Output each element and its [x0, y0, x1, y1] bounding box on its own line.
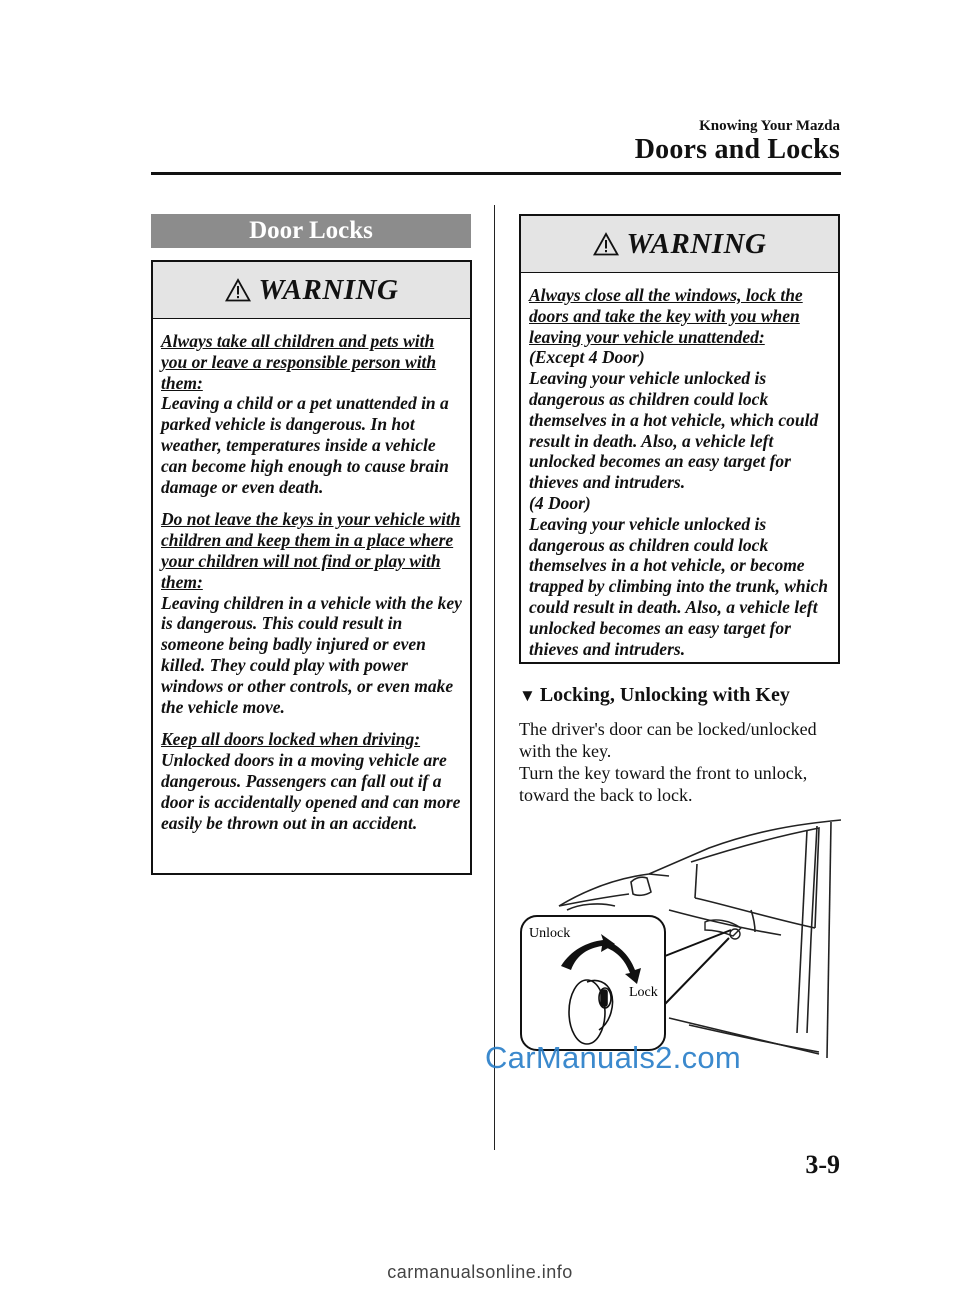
warning-title: WARNING — [626, 227, 767, 260]
warning-block-text: Unlocked doors in a moving vehicle are dangerous. Passengers can fall out if a door is accidentally opened and can more easily be thrown out in an accident. — [161, 750, 461, 833]
warning-block-text: Leaving a child or a pet unattended in a parked vehicle is dangerous. In hot weather, temperatures inside a vehicle can become high enough to cause brain damage or even death. — [161, 393, 449, 497]
body-paragraph: Turn the key toward the front to unlock, toward the back to lock. — [519, 763, 808, 805]
warning-box-children — [151, 260, 472, 875]
warning-label-except-4-door: (Except 4 Door) — [529, 347, 645, 368]
header-rule — [151, 172, 841, 175]
warning-label-4-door: (4 Door) — [529, 492, 591, 513]
warning-header — [521, 216, 838, 273]
warning-block-heading: Do not leave the keys in your vehicle with children and keep them in a place where your children will not find or play with them: — [161, 509, 461, 592]
warning-text-4-door: Leaving your vehicle unlocked is dangerous as children could lock themselves in a hot vehicle, or become trapped by climbing into the trunk, which could result in death. Also, a vehicle left unlocked becomes an easy target for thieves and intruders. — [529, 513, 829, 659]
callout-lines — [665, 930, 731, 1004]
warning-title: WARNING — [258, 273, 399, 306]
lock-label: Lock — [629, 985, 658, 1000]
warning-block — [161, 331, 464, 497]
body-text — [519, 718, 849, 806]
footer-source: carmanualsonline.info — [387, 1262, 573, 1282]
warning-body — [153, 319, 470, 841]
subsection-title: Locking, Unlocking with Key — [539, 684, 790, 706]
warning-block-heading: Keep all doors locked when driving: — [161, 729, 421, 750]
warning-block — [529, 285, 832, 659]
section-banner: Door Locks — [151, 214, 471, 248]
warning-block-text: Leaving children in a vehicle with the key is dangerous. This could result in someone being badly injured or even killed. They could play with power windows or other controls, or even make the vehicle move. — [161, 592, 462, 717]
warning-triangle-icon — [225, 278, 251, 302]
subsection-marker-icon: ▼ — [519, 685, 536, 705]
warning-box-unattended — [519, 214, 840, 664]
warning-body — [521, 273, 838, 667]
warning-header — [153, 262, 470, 319]
page-number: 3-9 — [805, 1150, 840, 1179]
warning-text-except-4-door: Leaving your vehicle unlocked is dangerous as children could lock themselves in a hot vehicle, which could result in death. Also, a vehicle left unlocked becomes an easy target for thieves and intruders. — [529, 368, 819, 493]
header-kicker: Knowing Your Mazda — [699, 118, 840, 134]
column-divider — [494, 205, 495, 1150]
warning-triangle-icon — [593, 232, 619, 256]
warning-block-heading: Always take all children and pets with you or leave a responsible person with them: — [161, 331, 437, 393]
warning-block — [161, 509, 464, 717]
unlock-label: Unlock — [529, 926, 571, 941]
body-paragraph: The driver's door can be locked/unlocked with the key. — [519, 719, 817, 761]
door-lock-figure — [519, 818, 841, 1058]
warning-block-heading: Always close all the windows, lock the doors and take the key with you when leaving your vehicle unattended: — [529, 285, 803, 347]
subsection-heading — [519, 684, 790, 707]
watermark: CarManuals2.com — [485, 1040, 742, 1075]
page-title: Doors and Locks — [634, 134, 840, 165]
warning-block — [161, 729, 464, 833]
